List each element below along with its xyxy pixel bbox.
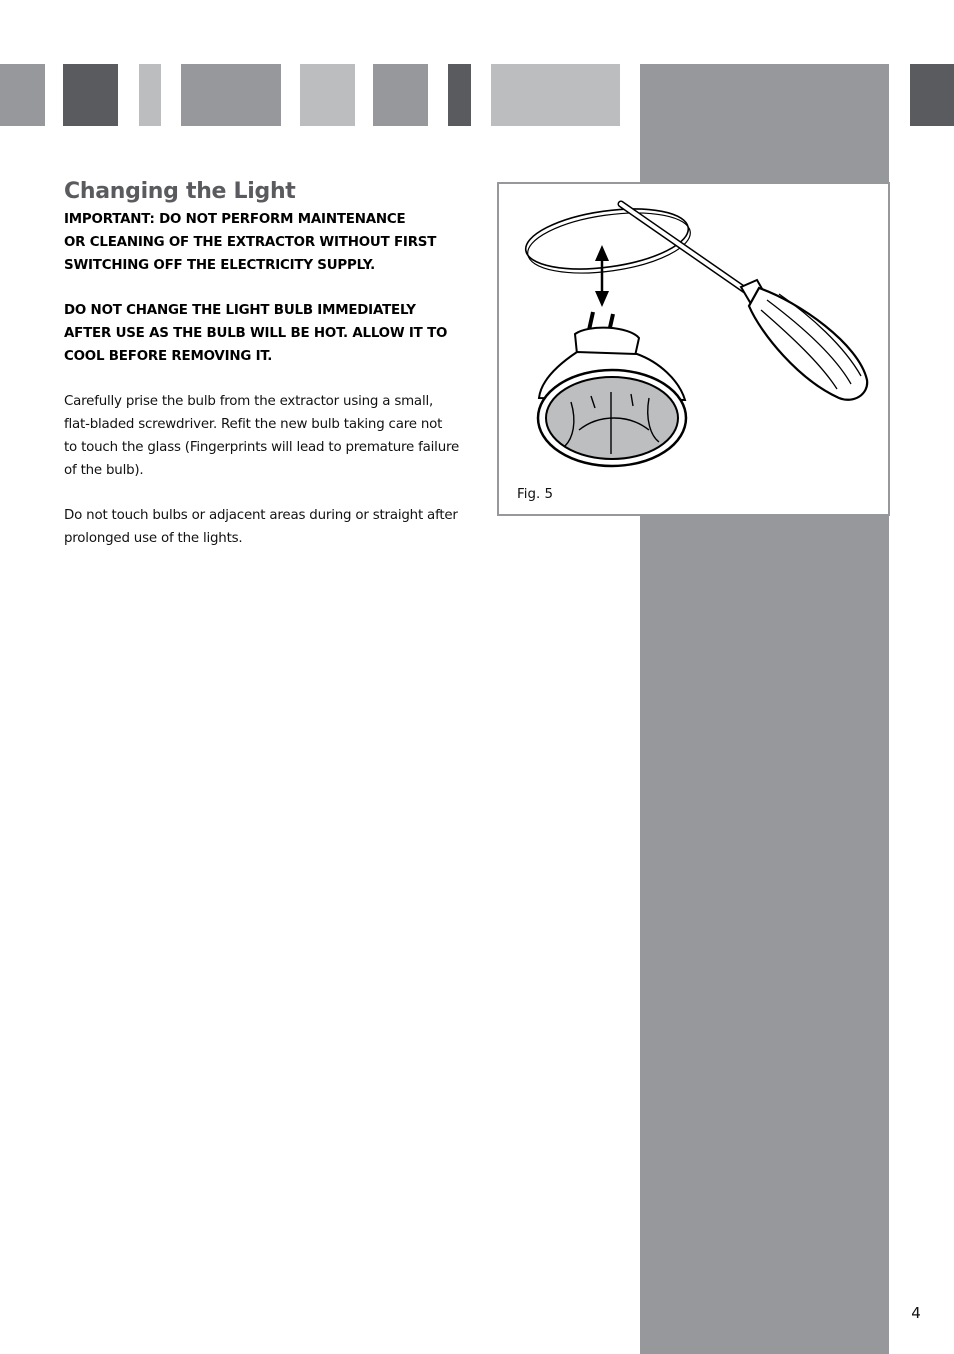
figure-5 bbox=[497, 182, 890, 516]
header-block bbox=[300, 64, 355, 126]
text-line: prolonged use of the lights. bbox=[64, 531, 243, 546]
caution-paragraph bbox=[64, 504, 464, 550]
text-line: to touch the glass (Fingerprints will lead to premature failure bbox=[64, 440, 460, 455]
header-block bbox=[448, 64, 471, 126]
figure-caption: Fig. 5 bbox=[517, 487, 553, 502]
figure-illustration bbox=[499, 184, 888, 514]
text-line: of the bulb). bbox=[64, 463, 144, 478]
warning-line: DO NOT CHANGE THE LIGHT BULB IMMEDIATELY bbox=[64, 303, 416, 318]
text-line: flat-bladed screwdriver. Refit the new bulb taking care not bbox=[64, 417, 443, 432]
header-block bbox=[63, 64, 118, 126]
main-content bbox=[64, 178, 464, 550]
instructions-paragraph bbox=[64, 390, 464, 482]
warning-line: COOL BEFORE REMOVING IT. bbox=[64, 349, 273, 364]
warning-hot-bulb bbox=[64, 299, 464, 368]
header-block bbox=[910, 64, 954, 126]
header-block bbox=[491, 64, 620, 126]
header-block bbox=[0, 64, 45, 126]
header-block bbox=[373, 64, 428, 126]
warning-line: OR CLEANING OF THE EXTRACTOR WITHOUT FIRST bbox=[64, 235, 437, 250]
header-block bbox=[139, 64, 161, 126]
halogen-bulb-icon bbox=[538, 312, 686, 466]
header-block bbox=[181, 64, 281, 126]
text-line: Carefully prise the bulb from the extractor using a small, bbox=[64, 394, 434, 409]
text-line: Do not touch bulbs or adjacent areas during or straight after bbox=[64, 508, 458, 523]
page-number: 4 bbox=[911, 1304, 921, 1322]
warning-line: SWITCHING OFF THE ELECTRICITY SUPPLY. bbox=[64, 258, 376, 273]
warning-line: AFTER USE AS THE BULB WILL BE HOT. ALLOW IT TO bbox=[64, 326, 448, 341]
warning-electricity bbox=[64, 208, 464, 277]
section-title: Changing the Light bbox=[64, 179, 296, 204]
warning-line: IMPORTANT: DO NOT PERFORM MAINTENANCE bbox=[64, 212, 406, 227]
